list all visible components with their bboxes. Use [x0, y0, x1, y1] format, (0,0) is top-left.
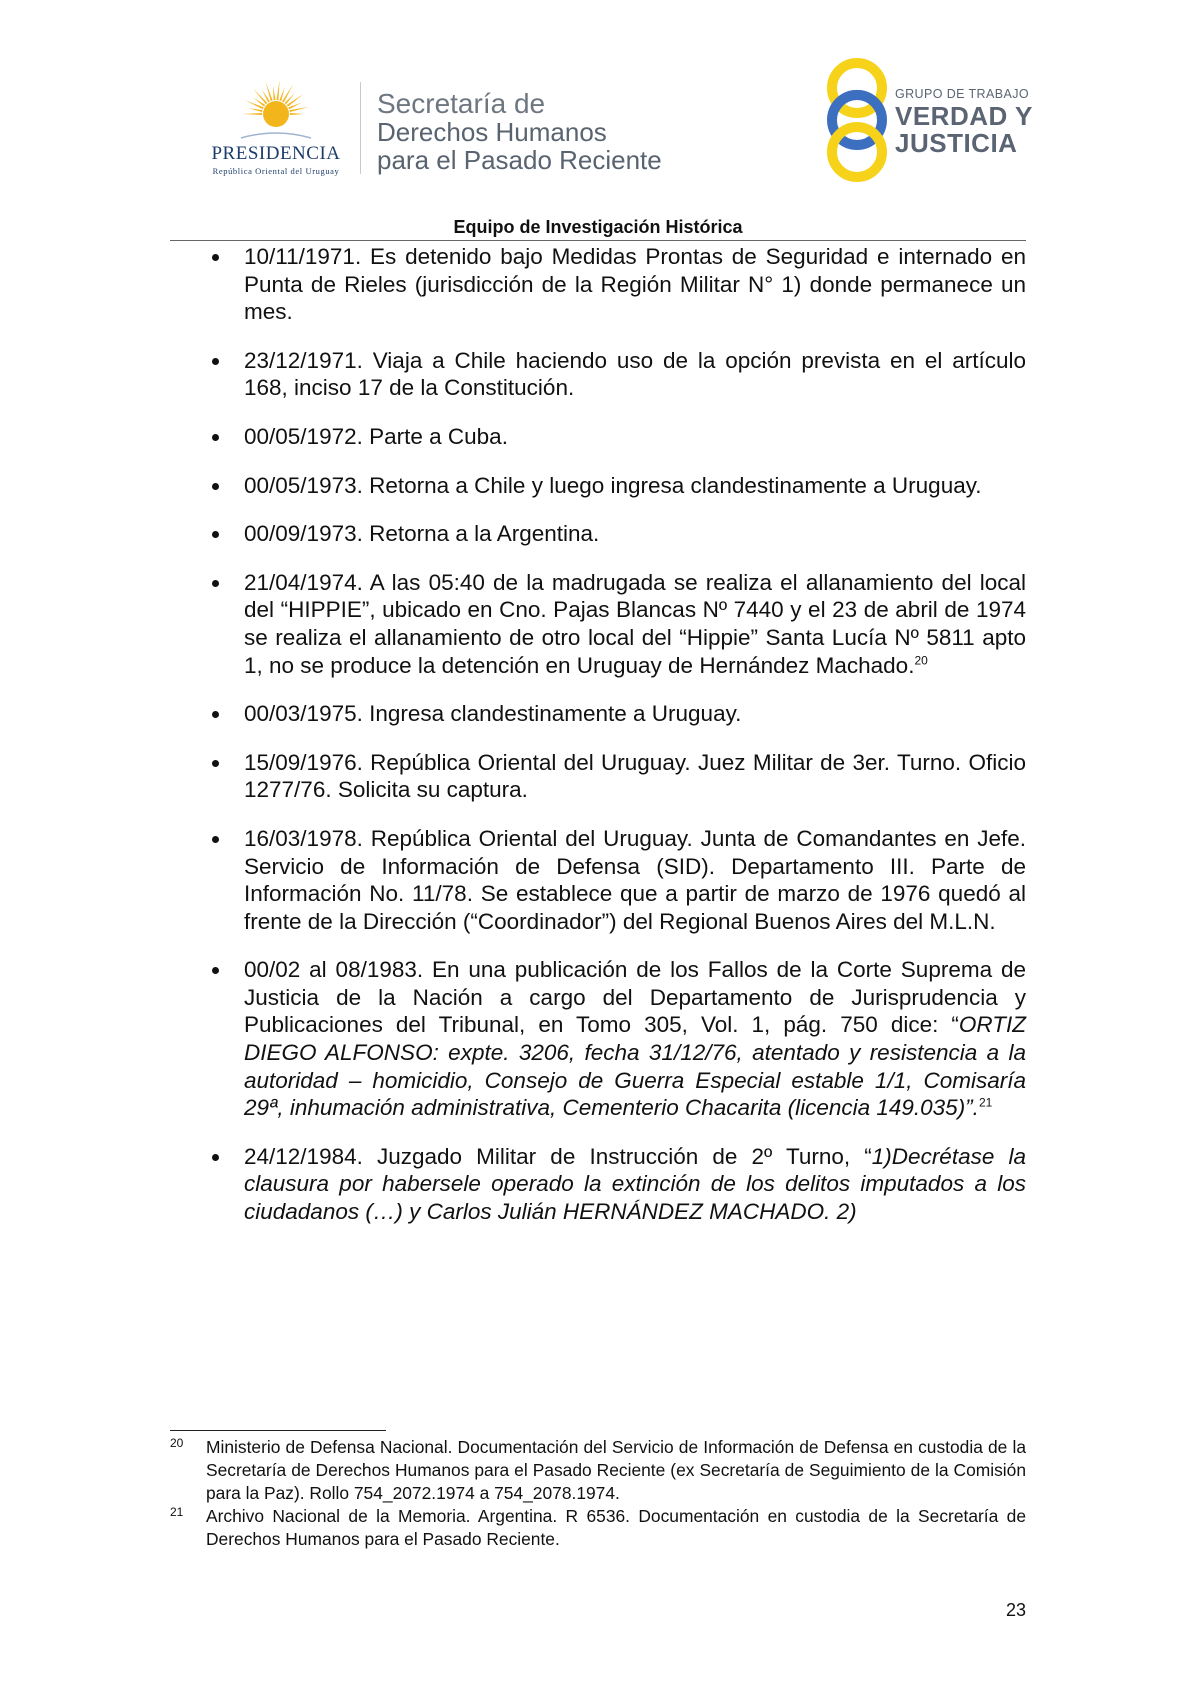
page-header [0, 0, 1190, 250]
entry-quoted-text: 1)Decrétase la clausura por habersele operado la extinción de los delitos imputados a los ciudadanos (…) y Carlos Julián HERNÁNDEZ MACHADO. 2) [244, 1143, 1026, 1225]
timeline-entry [200, 569, 1026, 679]
entry-text [244, 700, 1026, 728]
bullet-icon [212, 483, 219, 490]
sun-emblem-icon [239, 78, 313, 146]
logo-divider [360, 82, 361, 174]
secretaria-line-1: Secretaría de [377, 88, 546, 119]
timeline-entry [200, 1143, 1026, 1226]
entry-text [244, 472, 1026, 500]
entry-quoted-text: ORTIZ DIEGO ALFONSO: expte. 3206, fecha 31/12/76, atentado y resistencia a la autoridad – homicidio, Consejo de Guerra Especial estable 1/1, Comisaría 29ª, inhumación administrativa, Cementerio Chacarita (licencia 149.035)”. [244, 1012, 1026, 1121]
timeline-entry [200, 825, 1026, 935]
timeline-entry [200, 243, 1026, 326]
sun-ray [245, 100, 264, 109]
entry-text-content: 00/03/1975. Ingresa clandestinamente a Uruguay. [244, 701, 742, 727]
sun-ray [287, 94, 304, 107]
entry-text [244, 347, 1026, 402]
gtvj-line-1: GRUPO DE TRABAJO [895, 87, 1029, 101]
entry-text-content: 24/12/1984. Juzgado Militar de Instrucción de 2º Turno, “ [244, 1143, 872, 1169]
entry-text-content: 00/09/1973. Retorna a la Argentina. [244, 521, 600, 547]
entry-text-content: 00/05/1973. Retorna a Chile y luego ingresa clandestinamente a Uruguay. [244, 472, 982, 498]
bullet-icon [212, 967, 219, 974]
entry-text-content: 21/04/1974. A las 05:40 de la madrugada se realiza el allanamiento del local del “HIPPIE”, ubicado en Cno. Pajas Blancas Nº 7440 y el 23 de abril de 1974 se realiza el allanamiento de otro local del “Hippie” Santa Lucía Nº 5811 apto 1, no se produce la detención en Uruguay de Hernández Machado. [244, 569, 1026, 678]
entry-text [244, 1143, 1026, 1226]
timeline-entry [200, 472, 1026, 500]
bullet-icon [212, 580, 219, 587]
bullet-icon [212, 434, 219, 441]
footnote-reference: 21 [978, 1095, 993, 1110]
entry-text-content: 10/11/1971. Es detenido bajo Medidas Prontas de Seguridad e internado en Punta de Rieles (jurisdicción de la Región Militar N° 1) donde permanece un mes. [244, 244, 1026, 325]
footnote [170, 1505, 1026, 1551]
team-title: Equipo de Investigación Histórica [453, 217, 743, 237]
sun-ray [242, 113, 262, 115]
presidencia-subtitle: República Oriental del Uruguay [212, 166, 340, 176]
page-number: 23 [1005, 1600, 1026, 1620]
secretaria-line-3: para el Pasado Reciente [377, 145, 662, 175]
footnote [170, 1436, 1026, 1505]
bullet-icon [212, 760, 219, 767]
footnote-number: 21 [170, 1505, 184, 1519]
footnote-text: Ministerio de Defensa Nacional. Documentación del Servicio de Información de Defensa en custodia de la Secretaría de Derechos Humanos para el Pasado Reciente (ex Secretaría de Seguimiento de la Comisión para la Paz). Rollo 754_2072.1974 a 754_2078.1974. [206, 1437, 1026, 1503]
sun-ray [285, 93, 295, 104]
timeline-entry [200, 520, 1026, 548]
entry-text [244, 749, 1026, 804]
footnotes [170, 1436, 1026, 1551]
secretaria-line-2: Derechos Humanos [377, 117, 607, 147]
footnote-reference: 20 [914, 653, 928, 668]
sun-ray [289, 107, 309, 112]
timeline-entry [200, 423, 1026, 451]
footnote-text: Archivo Nacional de la Memoria. Argentina. R 6536. Documentación en custodia de la Secretaría de Derechos Humanos para el Pasado Reciente. [206, 1506, 1026, 1549]
timeline-entry [200, 700, 1026, 728]
footnote-number: 20 [170, 1436, 184, 1450]
presidencia-wordmark: PRESIDENCIA [211, 143, 341, 164]
timeline-entry [200, 749, 1026, 804]
verdad-justicia-logo [823, 55, 1043, 185]
entry-text [244, 825, 1026, 935]
entry-text [244, 520, 1026, 548]
timeline-entry [200, 347, 1026, 402]
header-rule [170, 240, 1026, 241]
interlocked-rings-icon [823, 55, 891, 185]
gtvj-line-2: VERDAD Y [895, 101, 1033, 131]
bullet-icon [212, 711, 219, 718]
sun-ray [276, 80, 279, 100]
gtvj-line-3: JUSTICIA [895, 128, 1018, 158]
presidencia-logo [196, 78, 356, 182]
bullet-icon [212, 1154, 219, 1161]
timeline-entry [200, 956, 1026, 1122]
sun-ray [290, 113, 304, 115]
entry-text [244, 569, 1026, 679]
bullet-icon [212, 254, 219, 261]
sun-ray [249, 108, 263, 112]
entry-text-content: 15/09/1976. República Oriental del Uruguay. Juez Militar de 3er. Turno. Oficio 1277/76. Solicita su captura. [244, 749, 1026, 803]
sun-ray [273, 86, 275, 100]
entry-text-content: 16/03/1978. República Oriental del Uruguay. Junta de Comandantes en Jefe. Servicio de Información de Defensa (SID). Departamento III. Parte de Información No. 11/78. Se establece que a partir de marzo de 1976 quedó al frente de la Dirección (“Coordinador”) del Regional Buenos Aires del M.L.N. [244, 825, 1026, 934]
entry-text [244, 956, 1026, 1122]
entry-text-content: 00/02 al 08/1983. En una publicación de los Fallos de la Corte Suprema de Justicia de la Nación a cargo del Departamento de Jurisprudencia y Publicaciones del Tribunal, en Tomo 305, Vol. 1, pág. 750 dice: “ [244, 957, 1026, 1038]
footnote-separator [170, 1430, 386, 1431]
sun-ray [282, 85, 293, 103]
timeline-list [200, 243, 1026, 1226]
bullet-icon [212, 531, 219, 538]
bullet-icon [212, 836, 219, 843]
entry-text-content: 00/05/1972. Parte a Cuba. [244, 423, 508, 449]
entry-text-content: 23/12/1971. Viaja a Chile haciendo uso de la opción prevista en el artículo 168, inciso 17 de la Constitución. [244, 347, 1026, 401]
secretaria-title [377, 90, 662, 174]
timeline-body [200, 243, 1026, 1247]
bullet-icon [212, 358, 219, 365]
entry-text [244, 423, 1026, 451]
entry-text [244, 243, 1026, 326]
